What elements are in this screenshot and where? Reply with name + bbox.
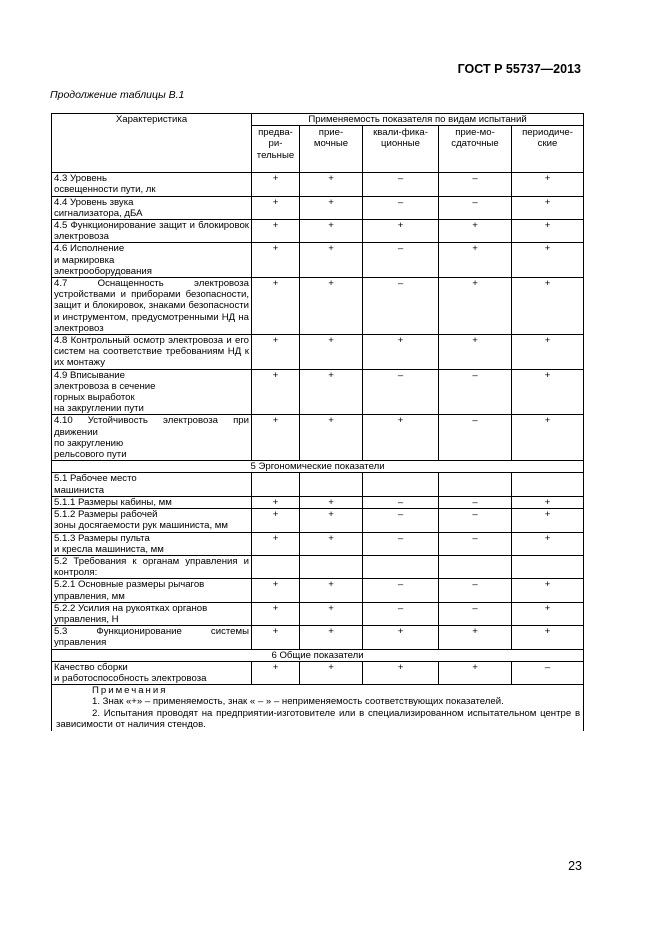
applicability-cell: + [300,369,363,415]
characteristic-cell: Качество сборки и работоспособность электровоза [52,661,252,684]
applicability-cell: – [439,173,512,196]
applicability-cell [300,555,363,578]
table-row [52,579,584,602]
applicability-cell: + [300,335,363,370]
applicability-cell: + [300,579,363,602]
characteristic-cell: 5.2.2 Усилия на рукоятках органов управления, Н [52,602,252,625]
table-row [52,626,584,649]
header-test-type: прие- мочные [300,126,363,173]
characteristic-cell: 4.7 Оснащенность электровоза устройствами и приборами безопасности, защит и блокировок, знаками безопасности и инструментом, предусмотренными НД на электровоз [52,278,252,335]
characteristic-cell: 4.8 Контрольный осмотр электровоза и его систем на соответствие требованиям НД к их монтажу [52,335,252,370]
applicability-cell: + [300,415,363,461]
applicability-cell: – [363,278,439,335]
table-row [52,173,584,196]
section-row [52,649,584,661]
applicability-cell: – [439,602,512,625]
applicability-cell: + [512,626,584,649]
applicability-cell: – [439,509,512,532]
applicability-cell: + [300,278,363,335]
applicability-cell: + [300,532,363,555]
header-characteristic: Характеристика [52,114,252,173]
applicability-cell: + [512,173,584,196]
applicability-cell: + [300,602,363,625]
applicability-cell: – [439,496,512,508]
table-row [52,415,584,461]
header-test-type: предва- ри- тельные [252,126,300,173]
characteristic-cell: 5.1 Рабочее место машиниста [52,473,252,496]
applicability-cell: + [512,579,584,602]
applicability-cell [439,555,512,578]
table-row [52,196,584,219]
section-row [52,461,584,473]
applicability-cell: + [252,196,300,219]
applicability-cell: + [512,335,584,370]
applicability-cell [512,473,584,496]
characteristic-cell: 5.1.2 Размеры рабочей зоны досягаемости рук машиниста, мм [52,509,252,532]
applicability-cell: + [512,278,584,335]
note-2: 2. Испытания проводят на предприятии-изготовителе или в специализированном испытательном центре в зависимости от наличия стендов. [56,707,581,730]
characteristic-cell: 5.2 Требования к органам управления и контроля: [52,555,252,578]
applicability-cell: + [252,661,300,684]
notes-row [52,685,584,731]
applicability-cell: – [363,579,439,602]
section-title: 6 Общие показатели [52,649,584,661]
applicability-cell: – [363,173,439,196]
applicability-cell: – [439,532,512,555]
applicability-cell: + [439,626,512,649]
applicability-cell: + [363,335,439,370]
table-caption: Продолжение таблицы В.1 [50,89,185,101]
section-title: 5 Эргономические показатели [52,461,584,473]
applicability-cell: – [439,196,512,219]
characteristic-cell: 5.1.1 Размеры кабины, мм [52,496,252,508]
applicability-cell: – [363,496,439,508]
applicability-cell: – [439,369,512,415]
applicability-cell: – [363,509,439,532]
applicability-cell: + [439,278,512,335]
applicability-cell: – [363,243,439,278]
applicability-cell [363,473,439,496]
header-test-type: периодиче- ские [512,126,584,173]
specification-table [51,113,584,731]
applicability-cell: + [363,415,439,461]
applicability-cell [300,473,363,496]
table-row [52,555,584,578]
applicability-cell: + [512,196,584,219]
applicability-cell: + [252,626,300,649]
applicability-cell: + [252,579,300,602]
applicability-cell: + [363,661,439,684]
table-row [52,278,584,335]
applicability-cell: + [363,220,439,243]
applicability-cell: + [363,626,439,649]
notes-heading: Примечания [92,685,168,697]
applicability-cell: + [512,220,584,243]
applicability-cell: – [363,602,439,625]
applicability-cell: + [512,496,584,508]
applicability-cell: – [363,532,439,555]
applicability-cell: + [512,532,584,555]
table-row [52,661,584,684]
applicability-cell: + [252,509,300,532]
applicability-cell: + [300,509,363,532]
notes-block [52,685,584,731]
characteristic-cell: 4.3 Уровень освещенности пути, лк [52,173,252,196]
applicability-cell: + [252,369,300,415]
characteristic-cell: 4.10 Устойчивость электровоза при движении по закруглению рельсового пути [52,415,252,461]
applicability-cell: + [300,661,363,684]
applicability-cell: + [439,335,512,370]
applicability-cell: + [439,243,512,278]
header-test-type: квали-фика- ционные [363,126,439,173]
header-test-type: прие-мо- сдаточные [439,126,512,173]
applicability-cell: + [300,243,363,278]
applicability-cell [363,555,439,578]
applicability-cell: + [252,220,300,243]
applicability-cell: + [300,173,363,196]
characteristic-cell: 4.6 Исполнение и маркировка электрооборудования [52,243,252,278]
applicability-cell [512,555,584,578]
applicability-cell: + [512,415,584,461]
applicability-cell: + [512,602,584,625]
applicability-cell: + [252,496,300,508]
applicability-cell [252,555,300,578]
characteristic-cell: 5.3 Функционирование системы управления [52,626,252,649]
applicability-cell: – [439,579,512,602]
header-applicability: Применяемость показателя по видам испытаний [252,114,584,126]
table-row [52,220,584,243]
table-row [52,473,584,496]
applicability-cell: + [252,532,300,555]
applicability-cell: + [512,509,584,532]
table-row [52,532,584,555]
applicability-cell [439,473,512,496]
applicability-cell: – [512,661,584,684]
page-number: 23 [568,859,582,873]
applicability-cell: + [300,626,363,649]
table-row [52,496,584,508]
applicability-cell: + [300,196,363,219]
applicability-cell: + [512,243,584,278]
table-row [52,602,584,625]
characteristic-cell: 4.4 Уровень звука сигнализатора, дБА [52,196,252,219]
characteristic-cell: 4.5 Функционирование защит и блокировок электровоза [52,220,252,243]
applicability-cell: + [512,369,584,415]
applicability-cell: + [252,602,300,625]
note-1: 1. Знак «+» – применяемость, знак « – » – неприменяемость соответствующих показателей. [92,696,504,708]
applicability-cell: + [252,278,300,335]
applicability-cell: + [439,661,512,684]
applicability-cell: + [300,496,363,508]
characteristic-cell: 5.2.1 Основные размеры рычагов управления, мм [52,579,252,602]
applicability-cell: + [300,220,363,243]
characteristic-cell: 4.9 Вписывание электровоза в сечение горных выработок на закруглении пути [52,369,252,415]
applicability-cell: – [439,415,512,461]
applicability-cell: + [439,220,512,243]
applicability-cell: + [252,173,300,196]
applicability-cell [252,473,300,496]
applicability-cell: + [252,243,300,278]
table-row [52,509,584,532]
applicability-cell: + [252,415,300,461]
characteristic-cell: 5.1.3 Размеры пульта и кресла машиниста, мм [52,532,252,555]
applicability-cell: – [363,196,439,219]
table-row [52,335,584,370]
applicability-cell: – [363,369,439,415]
document-standard-number: ГОСТ Р 55737—2013 [457,62,581,76]
table-row [52,369,584,415]
table-row [52,243,584,278]
applicability-cell: + [252,335,300,370]
